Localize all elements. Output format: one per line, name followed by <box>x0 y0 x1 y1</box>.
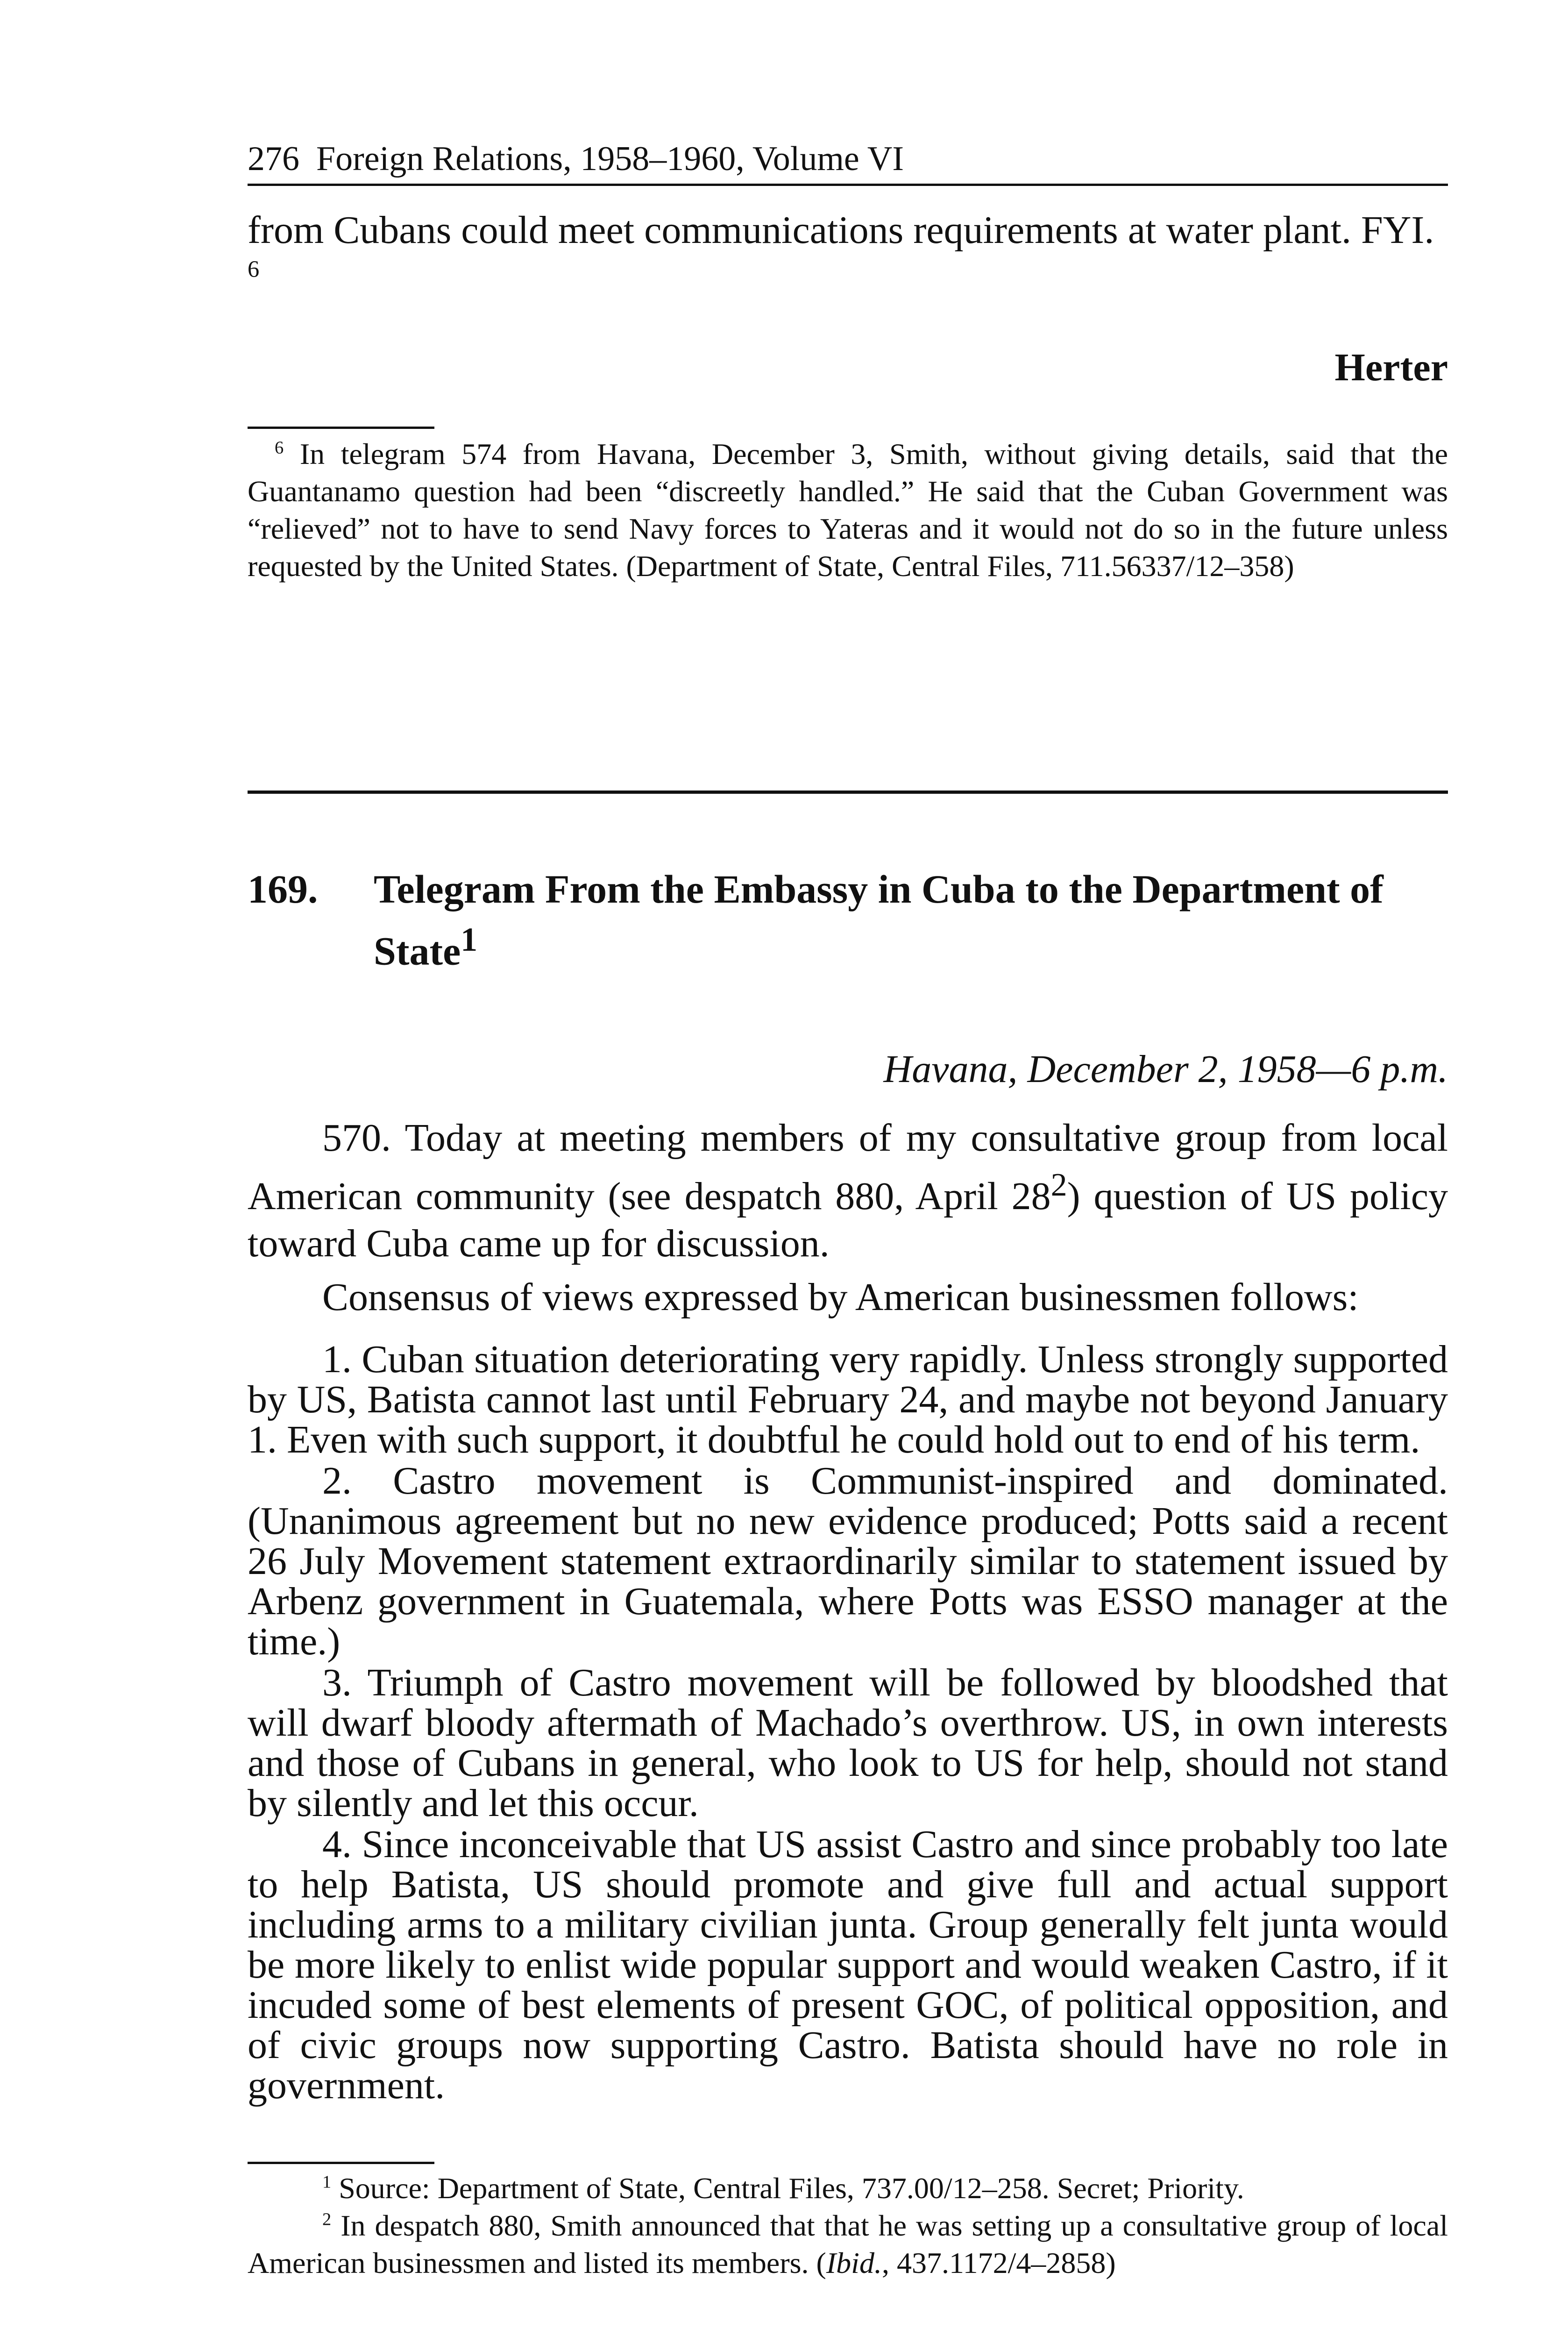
document-title-block <box>374 864 1448 976</box>
document-number: 169. <box>248 867 318 912</box>
footnote-rule <box>248 427 434 429</box>
footnote-marker: 1 <box>322 2172 332 2192</box>
footnote-6 <box>248 435 1448 585</box>
series-title: Foreign Relations, 1958–1960, Volume VI <box>316 140 904 178</box>
footnote-text-cont: , 437.1172/4–2858) <box>881 2246 1116 2280</box>
dateline: Havana, December 2, 1958—6 p.m. <box>883 1047 1448 1091</box>
consensus-paragraph: Consensus of views expressed by American businessmen follows: <box>322 1275 1359 1319</box>
numbered-item-4: 4. Since inconceivable that US assist Castro and since probably too late to help Batista, US should promote and give full and actual support including arms to a military civilian junta. Group generally felt junta would be more likely to enlist wide popular support and would weaken Castro, if it incuded some of best elements of present GOC, of political opposition, and of civic groups now supporting Castro. Batista should have no role in government. <box>248 1823 1448 2108</box>
numbered-item-1: 1. Cuban situation deteriorating very rapidly. Unless strongly supported by US, Batista cannot last until February 24, and maybe not beyond January 1. Even with such support, it doubtful he could hold out to end of his term. <box>248 1338 1448 1462</box>
intro-paragraph <box>248 1114 1448 1267</box>
footnote-text: In telegram 574 from Havana, December 3, Smith, without giving details, said that the Guantanamo question had been “discreetly handled.” He said that the Cuban Government was “relieved” not to have to send Navy forces to Yateras and it would not do so in the future unless requested by the United States. (Department of State, Central Files, 711.56337/12–358) <box>248 437 1448 583</box>
intro-text-cont: ) question of US policy toward Cuba came up for discussion. <box>248 1175 1448 1266</box>
footnote-text: In despatch 880, Smith announced that that he was setting up a consultative group of local American businessmen and listed its members. ( <box>248 2209 1448 2280</box>
title-footnote-ref: 1 <box>461 921 478 959</box>
ibid-citation: Ibid. <box>826 2246 882 2280</box>
footnote-rule <box>248 2162 434 2164</box>
footnote-ref-2: 2 <box>1050 1167 1067 1204</box>
document-title: Telegram From the Embassy in Cuba to the Department of State <box>374 867 1384 974</box>
footnote-1 <box>248 2170 1448 2207</box>
page-number: 276 <box>248 140 299 178</box>
running-head <box>248 140 1448 186</box>
footnote-ref-6: 6 <box>248 256 260 283</box>
footnote-2 <box>248 2207 1448 2282</box>
document-heading <box>248 864 1448 976</box>
footnote-text: Source: Department of State, Central Files, 737.00/12–258. Secret; Priority. <box>339 2172 1244 2205</box>
intro-text: 570. Today at meeting members of my consultative group from local American community (see despatch 880, April 28 <box>248 1116 1448 1218</box>
continued-paragraph <box>248 207 1448 302</box>
footnote-marker: 2 <box>322 2209 332 2229</box>
signature: Herter <box>1334 346 1448 390</box>
document-footnotes <box>248 2162 1448 2282</box>
document-page <box>248 140 1448 2282</box>
section-divider <box>248 791 1448 794</box>
numbered-item-2: 2. Castro movement is Communist-inspired and dominated. (Unanimous agreement but no new evidence produced; Potts said a recent 26 July Movement statement extraordinarily similar to statement issued by Arbenz government in Guatemala, where Potts was ESSO manager at the time.) <box>248 1459 1448 1664</box>
continued-text: from Cubans could meet communications requirements at water plant. FYI. <box>248 208 1434 252</box>
numbered-item-3: 3. Triumph of Castro movement will be followed by bloodshed that will dwarf bloody aftermath of Machado’s overthrow. US, in own interests and those of Cubans in general, who look to US for help, should not stand by silently and let this occur. <box>248 1661 1448 1825</box>
footnote-marker: 6 <box>275 438 284 458</box>
